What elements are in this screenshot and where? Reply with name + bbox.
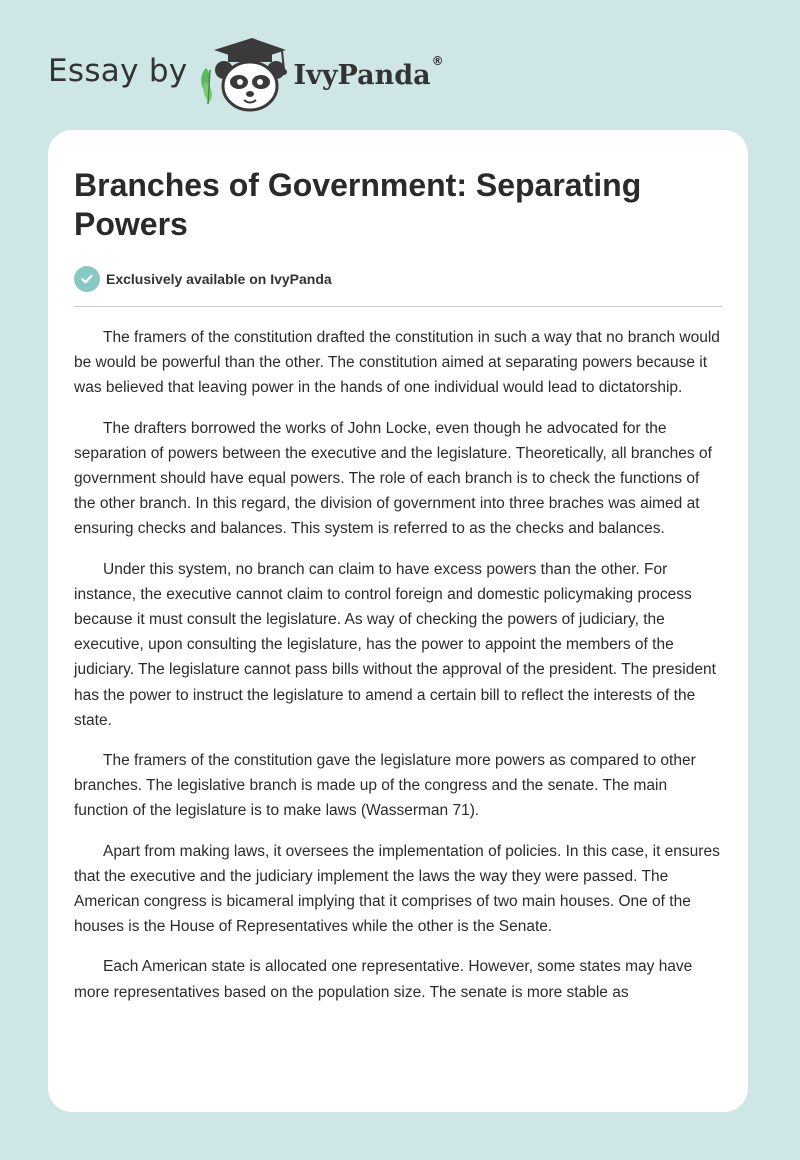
- brand-name: IvyPanda®: [293, 53, 444, 91]
- divider: [74, 306, 722, 307]
- paragraph: Apart from making laws, it oversees the implementation of policies. In this case, it ensures that the executive and the judiciary implement the laws the way they were passed. The American congress is bicameral implying that it comprises of two main houses. One of the houses is the House of Representatives while the other is the Senate.: [74, 842, 720, 936]
- exclusive-badge: [74, 266, 722, 292]
- essay-by-label: Essay by: [48, 53, 188, 89]
- site-header: [48, 34, 444, 114]
- essay-card: [48, 130, 748, 1112]
- page-title: Branches of Government: Separating Powers: [74, 167, 642, 242]
- paragraph: Under this system, no branch can claim to have excess powers than the other. For instance, the executive cannot claim to control foreign and domestic policymaking process because it must consult the legislature. As way of checking the powers of judiciary, the executive, upon consulting the legislature, has the power to appoint the members of the judiciary. The legislature cannot pass bills without the approval of the president. The president has the power to instruct the legislature to amend a certain bill to reflect the interests of the state.: [74, 560, 716, 729]
- paragraph: Each American state is allocated one representative. However, some states may have more representatives based on the population size. The senate is more stable as: [74, 958, 693, 1001]
- panda-graduate-logo-icon: [198, 34, 290, 114]
- registered-mark: ®: [431, 53, 444, 68]
- exclusive-label: Exclusively available on IvyPanda: [106, 271, 332, 287]
- paragraph: The framers of the constitution drafted the constitution in such a way that no branch would be would be powerful than the other. The constitution aimed at separating powers because it was believed that leaving power in the hands of one individual would lead to dictatorship.: [74, 329, 720, 397]
- paragraph: The framers of the constitution gave the legislature more powers as compared to other branches. The legislative branch is made up of the congress and the senate. The main function of the legislature is to make laws (Wasserman 71).: [74, 752, 696, 820]
- paragraph: The drafters borrowed the works of John Locke, even though he advocated for the separation of powers between the executive and the legislature. Theoretically, all branches of government should have equal powers. The role of each branch is to check the functions of the other branch. In this regard, the division of government into three braches was aimed at ensuring checks and balances. This system is referred to as the checks and balances.: [74, 419, 712, 538]
- essay-body: [74, 325, 722, 1005]
- check-circle-icon: [74, 266, 100, 292]
